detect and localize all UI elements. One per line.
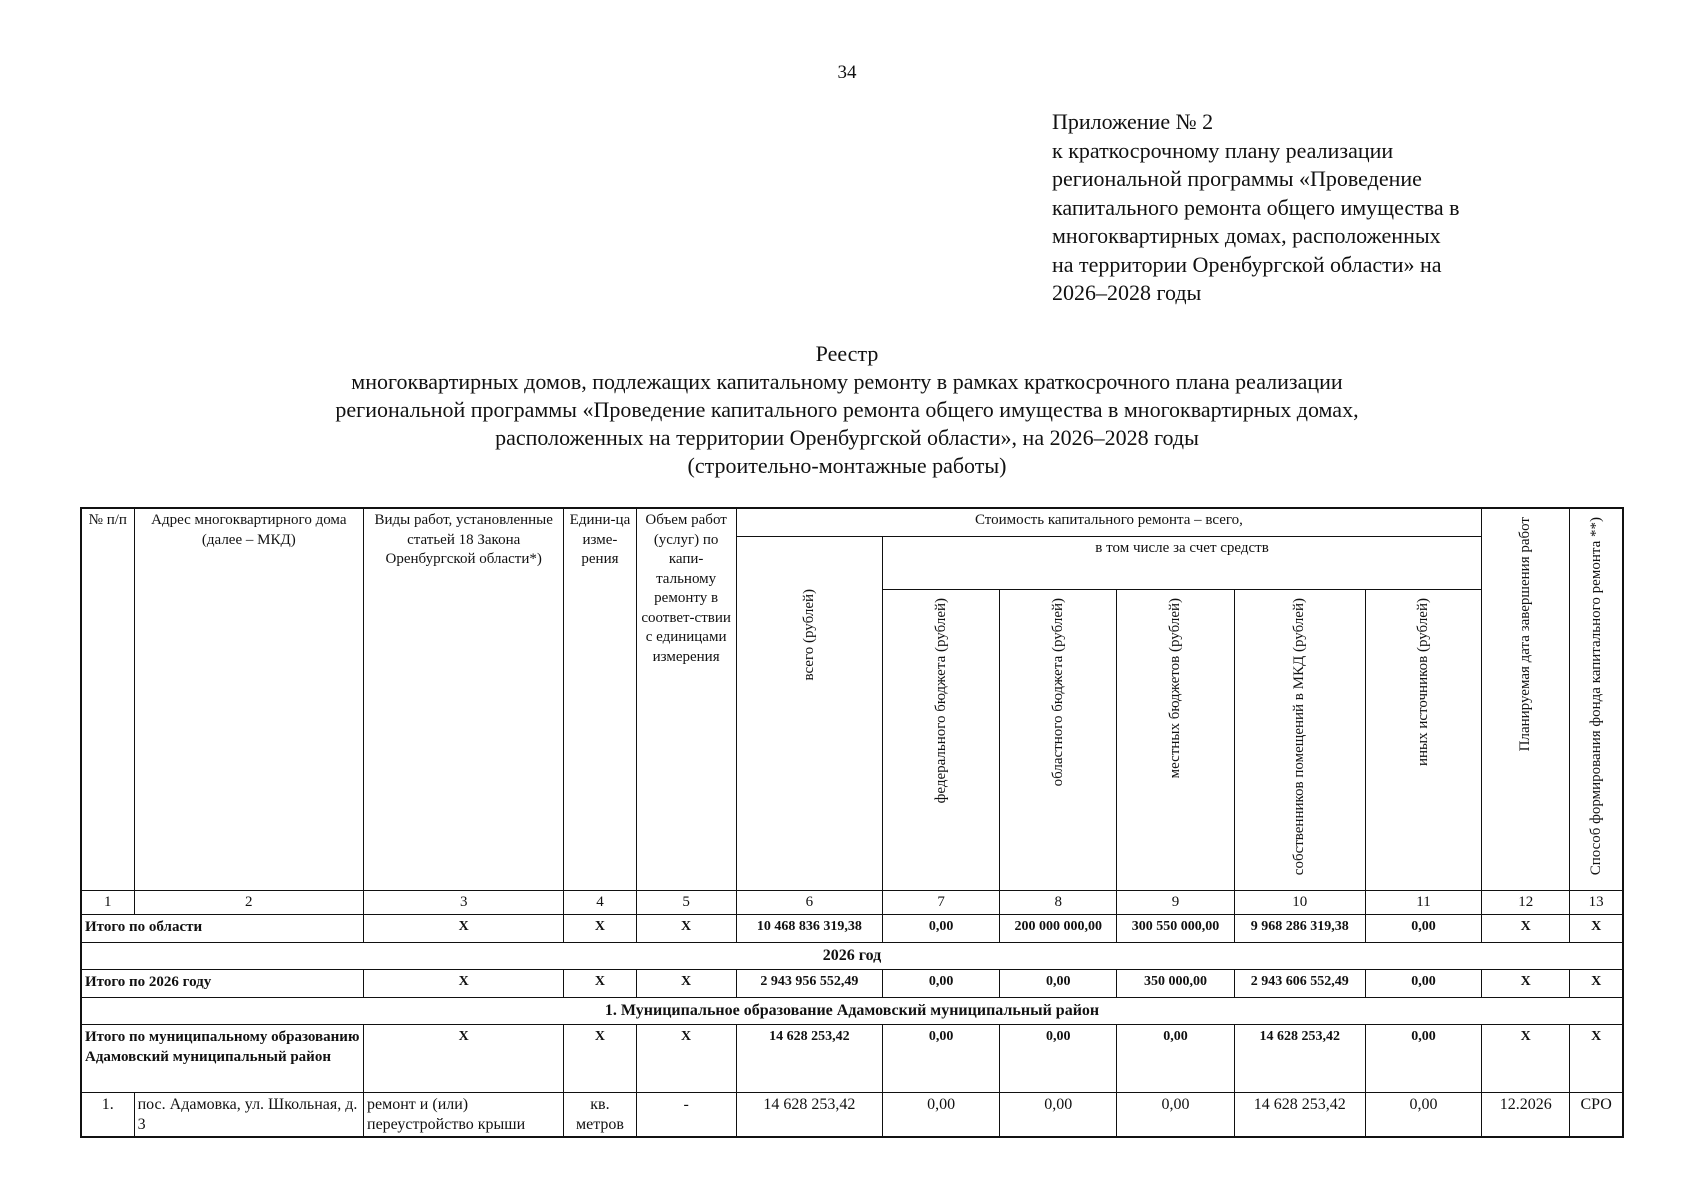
row-owners: 14 628 253,42 bbox=[1234, 1093, 1365, 1138]
cell-x: Х bbox=[1570, 970, 1623, 998]
col-number: 8 bbox=[1000, 890, 1117, 915]
cell-other: 0,00 bbox=[1365, 970, 1481, 998]
municipality-section-label: 1. Муниципальное образование Адамовский муниципальный район bbox=[81, 998, 1623, 1025]
row-unit: кв. метров bbox=[564, 1093, 636, 1138]
header-regional-cell bbox=[1000, 590, 1117, 891]
cell-regional: 200 000 000,00 bbox=[1000, 915, 1117, 943]
heading-subtitle: (строительно-монтажные работы) bbox=[687, 453, 1007, 478]
col-number: 13 bbox=[1570, 890, 1623, 915]
row-work: ремонт и (или) переустройство крыши bbox=[364, 1093, 564, 1138]
total-region-row bbox=[81, 915, 1623, 943]
row-method: СРО bbox=[1570, 1093, 1623, 1138]
header-federal: федерального бюджета (рублей) bbox=[932, 598, 949, 804]
cell-x: Х bbox=[1482, 1025, 1570, 1093]
row-other: 0,00 bbox=[1365, 1093, 1481, 1138]
total-region-label: Итого по области bbox=[81, 915, 364, 943]
appendix-line: на территории Оренбургской области» на bbox=[1052, 251, 1442, 277]
row-total: 14 628 253,42 bbox=[736, 1093, 882, 1138]
cell-local: 350 000,00 bbox=[1117, 970, 1234, 998]
cell-local: 0,00 bbox=[1117, 1025, 1234, 1093]
appendix-line: Приложение № 2 bbox=[1052, 109, 1214, 134]
col-number: 7 bbox=[882, 890, 999, 915]
row-volume: - bbox=[636, 1093, 736, 1138]
header-including: в том числе за счет средств bbox=[882, 536, 1481, 590]
cell-owners: 2 943 606 552,49 bbox=[1234, 970, 1365, 998]
cell-x: Х bbox=[636, 1025, 736, 1093]
appendix-line: капитального ремонта общего имущества в bbox=[1052, 194, 1460, 220]
cell-regional: 0,00 bbox=[1000, 970, 1117, 998]
cell-total: 2 943 956 552,49 bbox=[736, 970, 882, 998]
header-planned-date-cell bbox=[1482, 508, 1570, 890]
header-address: Адрес многоквартирного дома (далее – МКД) bbox=[134, 508, 363, 890]
column-number-row bbox=[81, 890, 1623, 915]
row-num: 1. bbox=[81, 1093, 134, 1138]
col-number: 6 bbox=[736, 890, 882, 915]
cell-other: 0,00 bbox=[1365, 1025, 1481, 1093]
header-planned-date: Планируемая дата завершения работ bbox=[1517, 517, 1534, 752]
header-total-rub: всего (рублей) bbox=[800, 588, 817, 681]
cell-total: 14 628 253,42 bbox=[736, 1025, 882, 1093]
header-regional: областного бюджета (рублей) bbox=[1049, 598, 1066, 787]
total-2026-label: Итого по 2026 году bbox=[81, 970, 364, 998]
col-number: 10 bbox=[1234, 890, 1365, 915]
year-section-label: 2026 год bbox=[81, 943, 1623, 970]
cell-regional: 0,00 bbox=[1000, 1025, 1117, 1093]
col-number: 4 bbox=[564, 890, 636, 915]
cell-owners: 9 968 286 319,38 bbox=[1234, 915, 1365, 943]
row-regional: 0,00 bbox=[1000, 1093, 1117, 1138]
header-unit: Едини-ца изме-рения bbox=[564, 508, 636, 890]
cell-x: Х bbox=[564, 1025, 636, 1093]
header-total-rub-cell bbox=[736, 536, 882, 890]
col-number: 11 bbox=[1365, 890, 1481, 915]
col-number: 1 bbox=[81, 890, 134, 915]
cell-federal: 0,00 bbox=[882, 1025, 999, 1093]
cell-local: 300 550 000,00 bbox=[1117, 915, 1234, 943]
cell-federal: 0,00 bbox=[882, 970, 999, 998]
cell-federal: 0,00 bbox=[882, 915, 999, 943]
heading-line: многоквартирных домов, подлежащих капитальному ремонту в рамках краткосрочного плана реализации bbox=[351, 369, 1343, 394]
cell-total: 10 468 836 319,38 bbox=[736, 915, 882, 943]
appendix-line: региональной программы «Проведение bbox=[1052, 166, 1422, 191]
cell-x: Х bbox=[636, 970, 736, 998]
total-municipality-label: Итого по муниципальному образованию Адамовский муниципальный район bbox=[81, 1025, 364, 1093]
header-federal-cell bbox=[882, 590, 999, 891]
col-number: 3 bbox=[364, 890, 564, 915]
cell-x: Х bbox=[1570, 915, 1623, 943]
appendix-line: 2026–2028 годы bbox=[1052, 280, 1202, 305]
cell-x: Х bbox=[1482, 970, 1570, 998]
cell-x: Х bbox=[636, 915, 736, 943]
header-work-types: Виды работ, установленные статьей 18 Закона Оренбургской области*) bbox=[364, 508, 564, 890]
header-fund-method: Способ формирования фонда капитального ремонта **) bbox=[1587, 517, 1604, 876]
document-heading bbox=[0, 340, 1694, 480]
cell-x: Х bbox=[1482, 915, 1570, 943]
header-owners-cell bbox=[1234, 590, 1365, 891]
cell-x: Х bbox=[364, 1025, 564, 1093]
header-owners: собственников помещений в МКД (рублей) bbox=[1291, 598, 1308, 876]
cell-x: Х bbox=[364, 915, 564, 943]
municipality-section-row bbox=[81, 998, 1623, 1025]
col-number: 5 bbox=[636, 890, 736, 915]
col-number: 2 bbox=[134, 890, 363, 915]
heading-line: региональной программы «Проведение капитального ремонта общего имущества в многоквартирных домах, bbox=[335, 397, 1359, 422]
heading-line: расположенных на территории Оренбургской области», на 2026–2028 годы bbox=[495, 425, 1199, 450]
row-federal: 0,00 bbox=[882, 1093, 999, 1138]
row-date: 12.2026 bbox=[1482, 1093, 1570, 1138]
registry-table bbox=[80, 507, 1624, 1138]
header-fund-method-cell bbox=[1570, 508, 1623, 890]
appendix-block bbox=[1052, 108, 1612, 308]
total-municipality-row bbox=[81, 1025, 1623, 1093]
cell-owners: 14 628 253,42 bbox=[1234, 1025, 1365, 1093]
appendix-line: к краткосрочному плану реализации bbox=[1052, 137, 1394, 163]
header-num: № п/п bbox=[81, 508, 134, 890]
appendix-line: многоквартирных домах, расположенных bbox=[1052, 223, 1441, 248]
col-number: 9 bbox=[1117, 890, 1234, 915]
year-section-row bbox=[81, 943, 1623, 970]
table-row bbox=[81, 1093, 1623, 1138]
header-local-cell bbox=[1117, 590, 1234, 891]
row-address: пос. Адамовка, ул. Школьная, д. 3 bbox=[134, 1093, 363, 1138]
cell-x: Х bbox=[364, 970, 564, 998]
col-number: 12 bbox=[1482, 890, 1570, 915]
heading-title: Реестр bbox=[815, 341, 879, 366]
cell-x: Х bbox=[1570, 1025, 1623, 1093]
page-number: 34 bbox=[837, 62, 857, 83]
cell-x: Х bbox=[564, 915, 636, 943]
header-volume: Объем работ (услуг) по капи-тальному ремонту в соответ-ствии с единицами измерения bbox=[636, 508, 736, 890]
header-other-cell bbox=[1365, 590, 1481, 891]
cell-x: Х bbox=[564, 970, 636, 998]
header-cost-total: Стоимость капитального ремонта – всего, bbox=[736, 508, 1481, 536]
header-other: иных источников (рублей) bbox=[1415, 598, 1431, 767]
row-local: 0,00 bbox=[1117, 1093, 1234, 1138]
cell-other: 0,00 bbox=[1365, 915, 1481, 943]
header-local: местных бюджетов (рублей) bbox=[1167, 598, 1184, 779]
total-2026-row bbox=[81, 970, 1623, 998]
